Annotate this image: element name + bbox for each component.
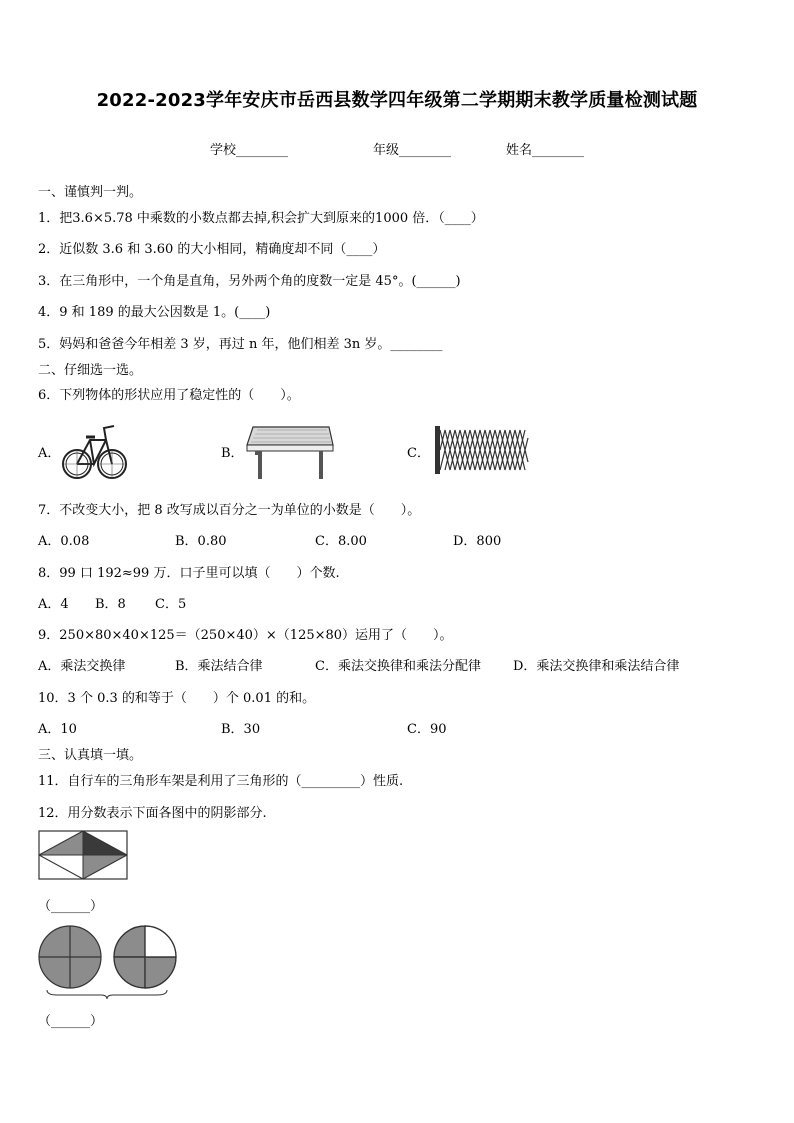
q9-option-c: C．乘法交换律和乘法分配律 <box>315 659 481 674</box>
q10-option-a: A．10 <box>38 722 77 737</box>
q8-option-c: C．5 <box>155 597 187 612</box>
q7-option-b: B．0.80 <box>175 534 227 549</box>
lattice-gate-image <box>433 424 531 476</box>
question-11: 11．自行车的三角形车架是利用了三角形的（_________）性质. <box>38 774 404 789</box>
q8-option-a: A．4 <box>38 597 69 612</box>
q10-option-c: C．90 <box>407 722 447 737</box>
question-2: 2．近似数 3.6 和 3.60 的大小相同，精确度却不同（____） <box>38 242 386 257</box>
question-7: 7．不改变大小，把 8 改写成以百分之一为单位的小数是（ ）。 <box>38 503 421 518</box>
question-6: 6．下列物体的形状应用了稳定性的（ ）。 <box>38 388 300 403</box>
q9-option-d: D．乘法交换律和乘法结合律 <box>513 659 680 674</box>
q9-option-b: B．乘法结合律 <box>175 659 263 674</box>
q7-option-c: C．8.00 <box>315 534 367 549</box>
q10-option-b: B．30 <box>221 722 261 737</box>
name-field: 姓名________ <box>506 143 585 158</box>
question-10: 10．3 个 0.3 的和等于（ ）个 0.01 的和。 <box>38 691 316 706</box>
q7-option-d: D．800 <box>453 534 502 549</box>
q6-option-a: A． <box>38 446 61 461</box>
table-image <box>245 425 335 481</box>
q7-option-a: A．0.08 <box>38 534 90 549</box>
section-heading-3: 三、认真填一填。 <box>38 748 143 763</box>
question-1: 1．把3.6×5.78 中乘数的小数点都去掉,积会扩大到原来的1000 倍．（____） <box>38 211 484 226</box>
q6-option-c: C． <box>407 446 430 461</box>
q12-answer-blank-2: （______） <box>38 1014 104 1029</box>
question-4: 4．9 和 189 的最大公因数是 1。(____) <box>38 305 271 320</box>
q9-option-a: A．乘法交换律 <box>38 659 126 674</box>
school-field: 学校________ <box>210 143 289 158</box>
fraction-figure-circles <box>37 924 179 1000</box>
section-heading-2: 二、仔细选一选。 <box>38 363 143 378</box>
q6-option-b: B． <box>221 446 244 461</box>
page-title: 2022-2023学年安庆市岳西县数学四年级第二学期期末教学质量检测试题 <box>96 90 698 111</box>
question-9: 9．250×80×40×125＝（250×40）×（125×80）运用了（ ）。 <box>38 628 453 643</box>
q12-answer-blank-1: （______） <box>38 899 104 914</box>
fraction-figure-rectangle <box>38 830 130 882</box>
question-12: 12．用分数表示下面各图中的阴影部分. <box>38 806 267 821</box>
q8-option-b: B．8 <box>95 597 126 612</box>
grade-field: 年级________ <box>373 143 452 158</box>
section-heading-1: 一、谨慎判一判。 <box>38 185 143 200</box>
bicycle-image <box>62 418 128 482</box>
question-8: 8．99 口 192≈99 万．口子里可以填（ ）个数. <box>38 566 340 581</box>
question-5: 5．妈妈和爸爸今年相差 3 岁，再过 n 年，他们相差 3n 岁。________ <box>38 337 443 352</box>
question-3: 3．在三角形中，一个角是直角，另外两个角的度数一定是 45°。(______) <box>38 274 461 289</box>
